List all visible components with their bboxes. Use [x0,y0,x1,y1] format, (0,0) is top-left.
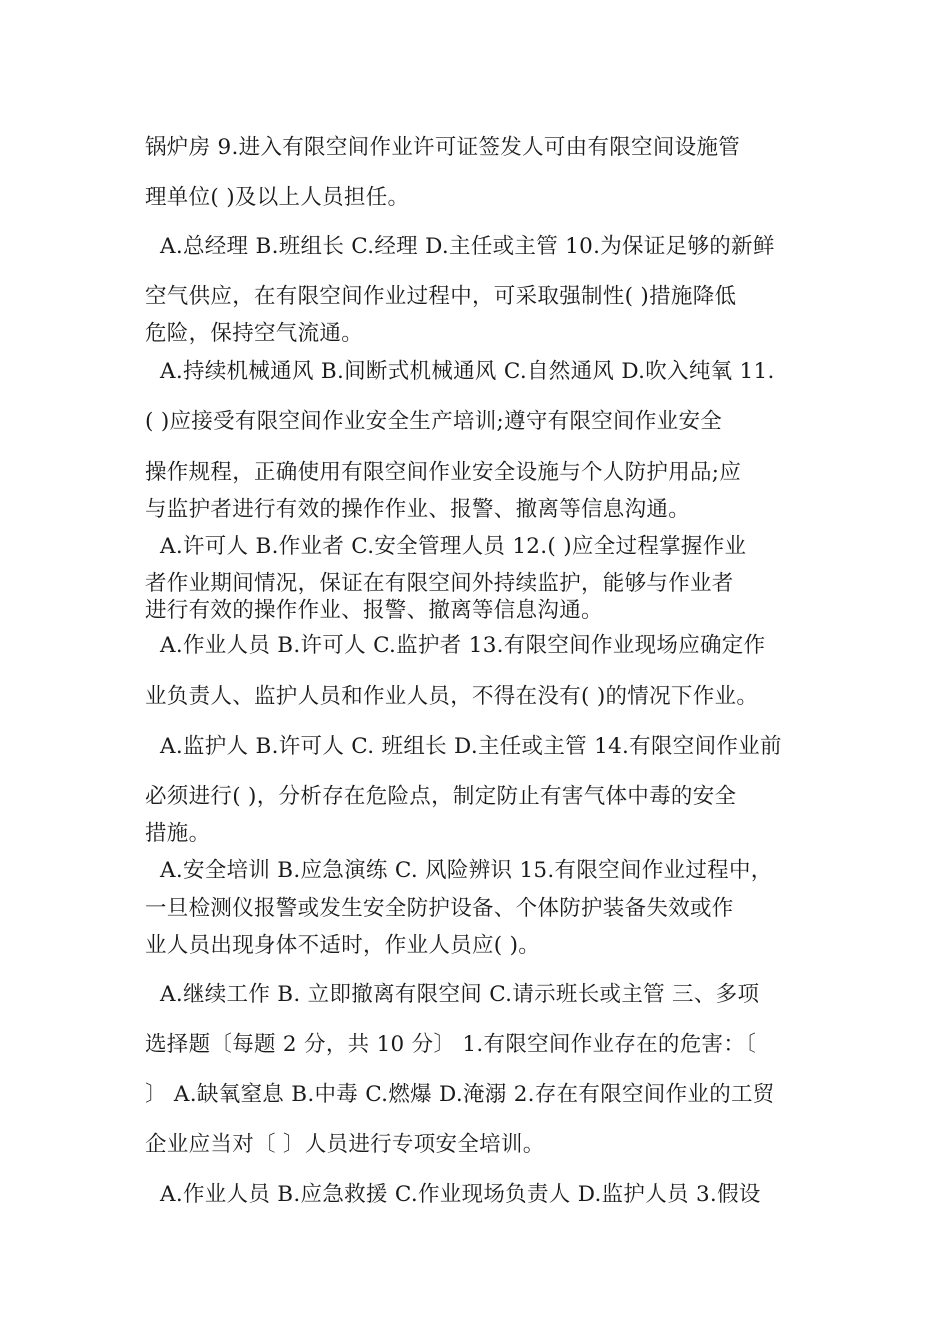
text-line-14: 业负责人、监护人员和作业人员，不得在没有( )的情况下作业。 [145,684,759,709]
text-line-22: 选择题〔每题 2 分，共 10 分〕 1.有限空间作业存在的危害：〔 [145,1032,757,1057]
text-line-12: 进行有效的操作作业、报警、撤离等信息沟通。 [145,598,603,623]
text-line-13: A.作业人员 B.许可人 C.监护者 13.有限空间作业现场应确定作 [160,633,766,658]
text-line-2: 理单位( )及以上人员担任。 [145,185,410,210]
text-line-25: A.作业人员 B.应急救援 C.作业现场负责人 D.监护人员 3.假设 [160,1182,761,1207]
text-line-4: 空气供应，在有限空间作业过程中，可采取强制性( )措施降低 [145,284,737,309]
text-line-24: 企业应当对〔 〕人员进行专项安全培训。 [145,1132,545,1157]
text-line-23: 〕 A.缺氧窒息 B.中毒 C.燃爆 D.淹溺 2.存在有限空间作业的工贸 [145,1082,775,1107]
text-line-18: A.安全培训 B.应急演练 C. 风险辨识 15.有限空间作业过程中， [160,858,773,883]
text-line-15: A.监护人 B.许可人 C. 班组长 D.主任或主管 14.有限空间作业前 [160,734,782,759]
text-line-1: 锅炉房 9.进入有限空间作业许可证签发人可由有限空间设施管 [145,135,741,160]
text-line-21: A.继续工作 B. 立即撤离有限空间 C.请示班长或主管 三、多项 [160,982,760,1007]
text-line-3: A.总经理 B.班组长 C.经理 D.主任或主管 10.为保证足够的新鲜 [160,234,775,259]
text-line-16: 必须进行( )，分析存在危险点，制定防止有害气体中毒的安全 [145,784,737,809]
text-line-6: A.持续机械通风 B.间断式机械通风 C.自然通风 D.吹入纯氧 11. [160,359,775,384]
text-line-7: ( )应接受有限空间作业安全生产培训;遵守有限空间作业安全 [145,409,723,434]
text-line-8: 操作规程，正确使用有限空间作业安全设施与个人防护用品;应 [145,460,742,485]
text-line-17: 措施。 [145,821,211,846]
text-line-20: 业人员出现身体不适时，作业人员应( )。 [145,933,541,958]
text-line-9: 与监护者进行有效的操作作业、报警、撤离等信息沟通。 [145,497,691,522]
text-line-5: 危险，保持空气流通。 [145,321,364,346]
text-line-11: 者作业期间情况，保证在有限空间外持续监护，能够与作业者 [145,571,734,596]
text-line-19: 一旦检测仪报警或发生安全防护设备、个体防护装备失效或作 [145,896,734,921]
text-line-10: A.许可人 B.作业者 C.安全管理人员 12.( )应全过程掌握作业 [160,534,747,559]
